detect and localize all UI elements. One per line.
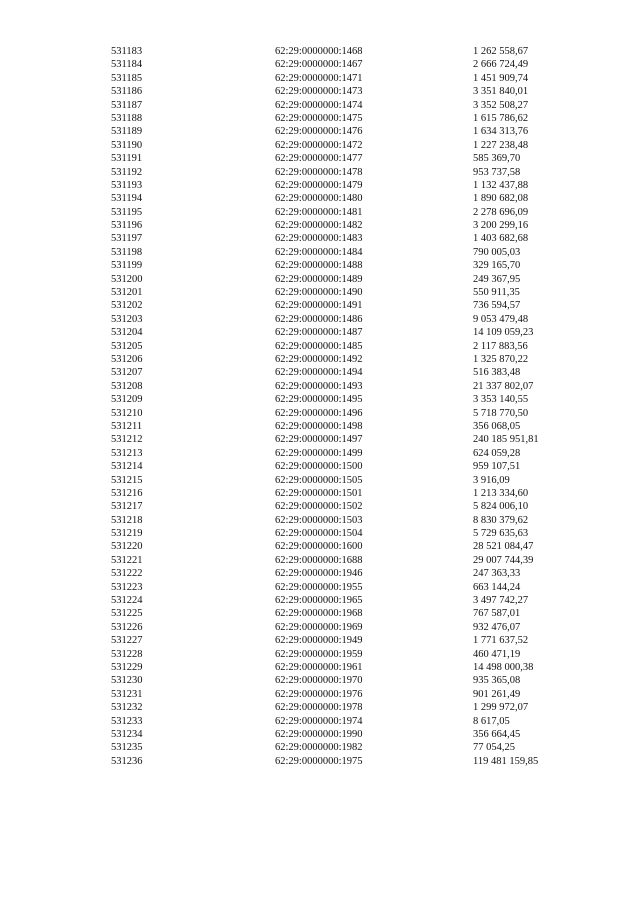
cadastral-number: 62:29:0000000:1500 — [275, 461, 363, 473]
table-row — [0, 340, 640, 353]
cadastral-number: 62:29:0000000:1959 — [275, 648, 363, 660]
table-row — [0, 728, 640, 741]
cadastral-number: 62:29:0000000:1982 — [275, 742, 363, 754]
row-number: 531189 — [111, 126, 143, 138]
row-number: 531230 — [111, 675, 143, 687]
row-number: 531188 — [111, 112, 143, 124]
table-row — [0, 125, 640, 138]
row-number: 531185 — [111, 72, 143, 84]
table-row — [0, 607, 640, 620]
table-row — [0, 139, 640, 152]
cadastral-number: 62:29:0000000:1477 — [275, 153, 363, 165]
row-number: 531210 — [111, 407, 143, 419]
row-number: 531224 — [111, 595, 143, 607]
table-row — [0, 286, 640, 299]
cadastral-number: 62:29:0000000:1480 — [275, 193, 363, 205]
row-number: 531195 — [111, 206, 143, 218]
cadastral-value: 3 353 140,55 — [473, 394, 529, 406]
cadastral-number: 62:29:0000000:1949 — [275, 635, 363, 647]
cadastral-value: 21 337 802,07 — [473, 380, 534, 392]
table-row — [0, 273, 640, 286]
cadastral-number: 62:29:0000000:1946 — [275, 568, 363, 580]
cadastral-value: 1 771 637,52 — [473, 635, 529, 647]
table-row — [0, 648, 640, 661]
row-number: 531187 — [111, 99, 143, 111]
row-number: 531232 — [111, 702, 143, 714]
cadastral-number: 62:29:0000000:1498 — [275, 420, 363, 432]
row-number: 531229 — [111, 661, 143, 673]
cadastral-value: 356 664,45 — [473, 728, 521, 740]
table-row — [0, 433, 640, 446]
cadastral-value: 8 617,05 — [473, 715, 510, 727]
row-number: 531202 — [111, 300, 143, 312]
cadastral-value: 1 325 870,22 — [473, 353, 529, 365]
cadastral-value: 1 451 909,74 — [473, 72, 529, 84]
table-row — [0, 540, 640, 553]
table-row — [0, 99, 640, 112]
cadastral-value: 953 737,58 — [473, 166, 521, 178]
cadastral-value: 932 476,07 — [473, 621, 521, 633]
row-number: 531200 — [111, 273, 143, 285]
table-row — [0, 192, 640, 205]
table-row — [0, 447, 640, 460]
row-number: 531192 — [111, 166, 143, 178]
row-number: 531223 — [111, 581, 143, 593]
cadastral-number: 62:29:0000000:1974 — [275, 715, 363, 727]
cadastral-value: 3 497 742,27 — [473, 595, 529, 607]
cadastral-number: 62:29:0000000:1978 — [275, 702, 363, 714]
cadastral-number: 62:29:0000000:1688 — [275, 554, 363, 566]
cadastral-number: 62:29:0000000:1485 — [275, 340, 363, 352]
row-number: 531199 — [111, 260, 143, 272]
cadastral-number: 62:29:0000000:1497 — [275, 434, 363, 446]
cadastral-value: 2 666 724,49 — [473, 59, 529, 71]
row-number: 531214 — [111, 461, 143, 473]
table-row — [0, 567, 640, 580]
cadastral-value-table — [0, 45, 640, 768]
row-number: 531191 — [111, 153, 143, 165]
cadastral-value: 460 471,19 — [473, 648, 521, 660]
table-row — [0, 166, 640, 179]
table-row — [0, 380, 640, 393]
cadastral-number: 62:29:0000000:1467 — [275, 59, 363, 71]
table-row — [0, 500, 640, 513]
cadastral-number: 62:29:0000000:1968 — [275, 608, 363, 620]
cadastral-number: 62:29:0000000:1476 — [275, 126, 363, 138]
table-row — [0, 621, 640, 634]
cadastral-value: 9 053 479,48 — [473, 313, 529, 325]
table-row — [0, 313, 640, 326]
row-number: 531227 — [111, 635, 143, 647]
cadastral-number: 62:29:0000000:1965 — [275, 595, 363, 607]
cadastral-value: 516 383,48 — [473, 367, 521, 379]
cadastral-value: 77 054,25 — [473, 742, 515, 754]
table-row — [0, 741, 640, 754]
row-number: 531234 — [111, 728, 143, 740]
table-row — [0, 366, 640, 379]
cadastral-number: 62:29:0000000:1975 — [275, 755, 363, 767]
row-number: 531207 — [111, 367, 143, 379]
cadastral-value: 1 634 313,76 — [473, 126, 529, 138]
cadastral-value: 901 261,49 — [473, 688, 521, 700]
cadastral-number: 62:29:0000000:1496 — [275, 407, 363, 419]
cadastral-value: 14 109 059,23 — [473, 327, 534, 339]
table-row — [0, 326, 640, 339]
cadastral-value: 3 351 840,01 — [473, 86, 529, 98]
cadastral-value: 247 363,33 — [473, 568, 521, 580]
row-number: 531233 — [111, 715, 143, 727]
cadastral-value: 767 587,01 — [473, 608, 521, 620]
cadastral-value: 240 185 951,81 — [473, 434, 539, 446]
table-row — [0, 206, 640, 219]
cadastral-value: 1 213 334,60 — [473, 487, 529, 499]
row-number: 531220 — [111, 541, 143, 553]
row-number: 531183 — [111, 46, 143, 57]
cadastral-value: 2 278 696,09 — [473, 206, 529, 218]
cadastral-value: 28 521 084,47 — [473, 541, 534, 553]
cadastral-number: 62:29:0000000:1490 — [275, 287, 363, 299]
row-number: 531209 — [111, 394, 143, 406]
cadastral-number: 62:29:0000000:1990 — [275, 728, 363, 740]
row-number: 531194 — [111, 193, 143, 205]
cadastral-value: 1 132 437,88 — [473, 179, 529, 191]
row-number: 531196 — [111, 220, 143, 232]
cadastral-value: 8 830 379,62 — [473, 514, 529, 526]
table-row — [0, 393, 640, 406]
row-number: 531225 — [111, 608, 143, 620]
row-number: 531208 — [111, 380, 143, 392]
row-number: 531213 — [111, 447, 143, 459]
row-number: 531216 — [111, 487, 143, 499]
cadastral-number: 62:29:0000000:1495 — [275, 394, 363, 406]
cadastral-number: 62:29:0000000:1473 — [275, 86, 363, 98]
cadastral-value: 5 718 770,50 — [473, 407, 529, 419]
row-number: 531190 — [111, 139, 143, 151]
cadastral-value: 29 007 744,39 — [473, 554, 534, 566]
table-row — [0, 594, 640, 607]
cadastral-number: 62:29:0000000:1493 — [275, 380, 363, 392]
cadastral-value: 5 824 006,10 — [473, 501, 529, 513]
cadastral-number: 62:29:0000000:1502 — [275, 501, 363, 513]
cadastral-value: 1 227 238,48 — [473, 139, 529, 151]
cadastral-number: 62:29:0000000:1504 — [275, 528, 363, 540]
cadastral-number: 62:29:0000000:1492 — [275, 353, 363, 365]
row-number: 531228 — [111, 648, 143, 660]
table-row — [0, 45, 640, 58]
row-number: 531221 — [111, 554, 143, 566]
table-row — [0, 353, 640, 366]
cadastral-number: 62:29:0000000:1481 — [275, 206, 363, 218]
table-row — [0, 715, 640, 728]
cadastral-value: 790 005,03 — [473, 246, 521, 258]
table-row — [0, 246, 640, 259]
row-number: 531201 — [111, 287, 143, 299]
cadastral-number: 62:29:0000000:1499 — [275, 447, 363, 459]
cadastral-number: 62:29:0000000:1489 — [275, 273, 363, 285]
cadastral-number: 62:29:0000000:1491 — [275, 300, 363, 312]
cadastral-number: 62:29:0000000:1486 — [275, 313, 363, 325]
cadastral-number: 62:29:0000000:1471 — [275, 72, 363, 84]
row-number: 531236 — [111, 755, 143, 767]
table-row — [0, 407, 640, 420]
row-number: 531186 — [111, 86, 143, 98]
cadastral-value: 5 729 635,63 — [473, 528, 529, 540]
table-row — [0, 634, 640, 647]
table-row — [0, 514, 640, 527]
cadastral-value: 959 107,51 — [473, 461, 521, 473]
cadastral-value: 3 200 299,16 — [473, 220, 529, 232]
row-number: 531206 — [111, 353, 143, 365]
cadastral-number: 62:29:0000000:1474 — [275, 99, 363, 111]
table-row — [0, 688, 640, 701]
cadastral-value: 550 911,35 — [473, 287, 520, 299]
table-row — [0, 474, 640, 487]
cadastral-number: 62:29:0000000:1961 — [275, 661, 363, 673]
table-row — [0, 674, 640, 687]
cadastral-value: 3 916,09 — [473, 474, 510, 486]
table-row — [0, 72, 640, 85]
row-number: 531231 — [111, 688, 143, 700]
table-row — [0, 581, 640, 594]
table-row — [0, 112, 640, 125]
table-row — [0, 299, 640, 312]
cadastral-value: 585 369,70 — [473, 153, 521, 165]
cadastral-value: 329 165,70 — [473, 260, 521, 272]
cadastral-number: 62:29:0000000:1482 — [275, 220, 363, 232]
row-number: 531211 — [111, 420, 143, 432]
table-row — [0, 259, 640, 272]
cadastral-number: 62:29:0000000:1501 — [275, 487, 363, 499]
cadastral-value: 935 365,08 — [473, 675, 521, 687]
table-row — [0, 85, 640, 98]
table-row — [0, 232, 640, 245]
cadastral-value: 736 594,57 — [473, 300, 521, 312]
cadastral-value: 1 403 682,68 — [473, 233, 529, 245]
cadastral-value: 14 498 000,38 — [473, 661, 534, 673]
table-row — [0, 420, 640, 433]
cadastral-number: 62:29:0000000:1478 — [275, 166, 363, 178]
cadastral-number: 62:29:0000000:1483 — [275, 233, 363, 245]
table-row — [0, 219, 640, 232]
cadastral-number: 62:29:0000000:1505 — [275, 474, 363, 486]
row-number: 531184 — [111, 59, 143, 71]
row-number: 531222 — [111, 568, 143, 580]
cadastral-value: 119 481 159,85 — [473, 755, 539, 767]
row-number: 531218 — [111, 514, 143, 526]
cadastral-number: 62:29:0000000:1468 — [275, 46, 363, 57]
cadastral-value: 624 059,28 — [473, 447, 521, 459]
row-number: 531235 — [111, 742, 143, 754]
cadastral-value: 1 615 786,62 — [473, 112, 529, 124]
cadastral-value: 356 068,05 — [473, 420, 521, 432]
row-number: 531215 — [111, 474, 143, 486]
cadastral-value: 1 890 682,08 — [473, 193, 529, 205]
row-number: 531203 — [111, 313, 143, 325]
cadastral-value: 1 299 972,07 — [473, 702, 529, 714]
row-number: 531205 — [111, 340, 143, 352]
cadastral-number: 62:29:0000000:1600 — [275, 541, 363, 553]
row-number: 531198 — [111, 246, 143, 258]
cadastral-number: 62:29:0000000:1970 — [275, 675, 363, 687]
table-row — [0, 487, 640, 500]
table-row — [0, 701, 640, 714]
cadastral-number: 62:29:0000000:1488 — [275, 260, 363, 272]
cadastral-number: 62:29:0000000:1479 — [275, 179, 363, 191]
cadastral-value: 249 367,95 — [473, 273, 521, 285]
cadastral-number: 62:29:0000000:1487 — [275, 327, 363, 339]
table-row — [0, 179, 640, 192]
cadastral-number: 62:29:0000000:1494 — [275, 367, 363, 379]
cadastral-value: 2 117 883,56 — [473, 340, 528, 352]
row-number: 531197 — [111, 233, 143, 245]
row-number: 531212 — [111, 434, 143, 446]
cadastral-value: 1 262 558,67 — [473, 46, 529, 57]
cadastral-value: 663 144,24 — [473, 581, 521, 593]
cadastral-number: 62:29:0000000:1969 — [275, 621, 363, 633]
table-row — [0, 554, 640, 567]
table-row — [0, 460, 640, 473]
row-number: 531204 — [111, 327, 143, 339]
cadastral-value: 3 352 508,27 — [473, 99, 529, 111]
table-row — [0, 527, 640, 540]
cadastral-number: 62:29:0000000:1484 — [275, 246, 363, 258]
cadastral-number: 62:29:0000000:1503 — [275, 514, 363, 526]
row-number: 531217 — [111, 501, 143, 513]
cadastral-number: 62:29:0000000:1955 — [275, 581, 363, 593]
table-row — [0, 755, 640, 768]
row-number: 531226 — [111, 621, 143, 633]
table-row — [0, 661, 640, 674]
cadastral-number: 62:29:0000000:1475 — [275, 112, 363, 124]
row-number: 531193 — [111, 179, 143, 191]
cadastral-number: 62:29:0000000:1472 — [275, 139, 363, 151]
cadastral-number: 62:29:0000000:1976 — [275, 688, 363, 700]
table-row — [0, 152, 640, 165]
table-row — [0, 58, 640, 71]
row-number: 531219 — [111, 528, 143, 540]
